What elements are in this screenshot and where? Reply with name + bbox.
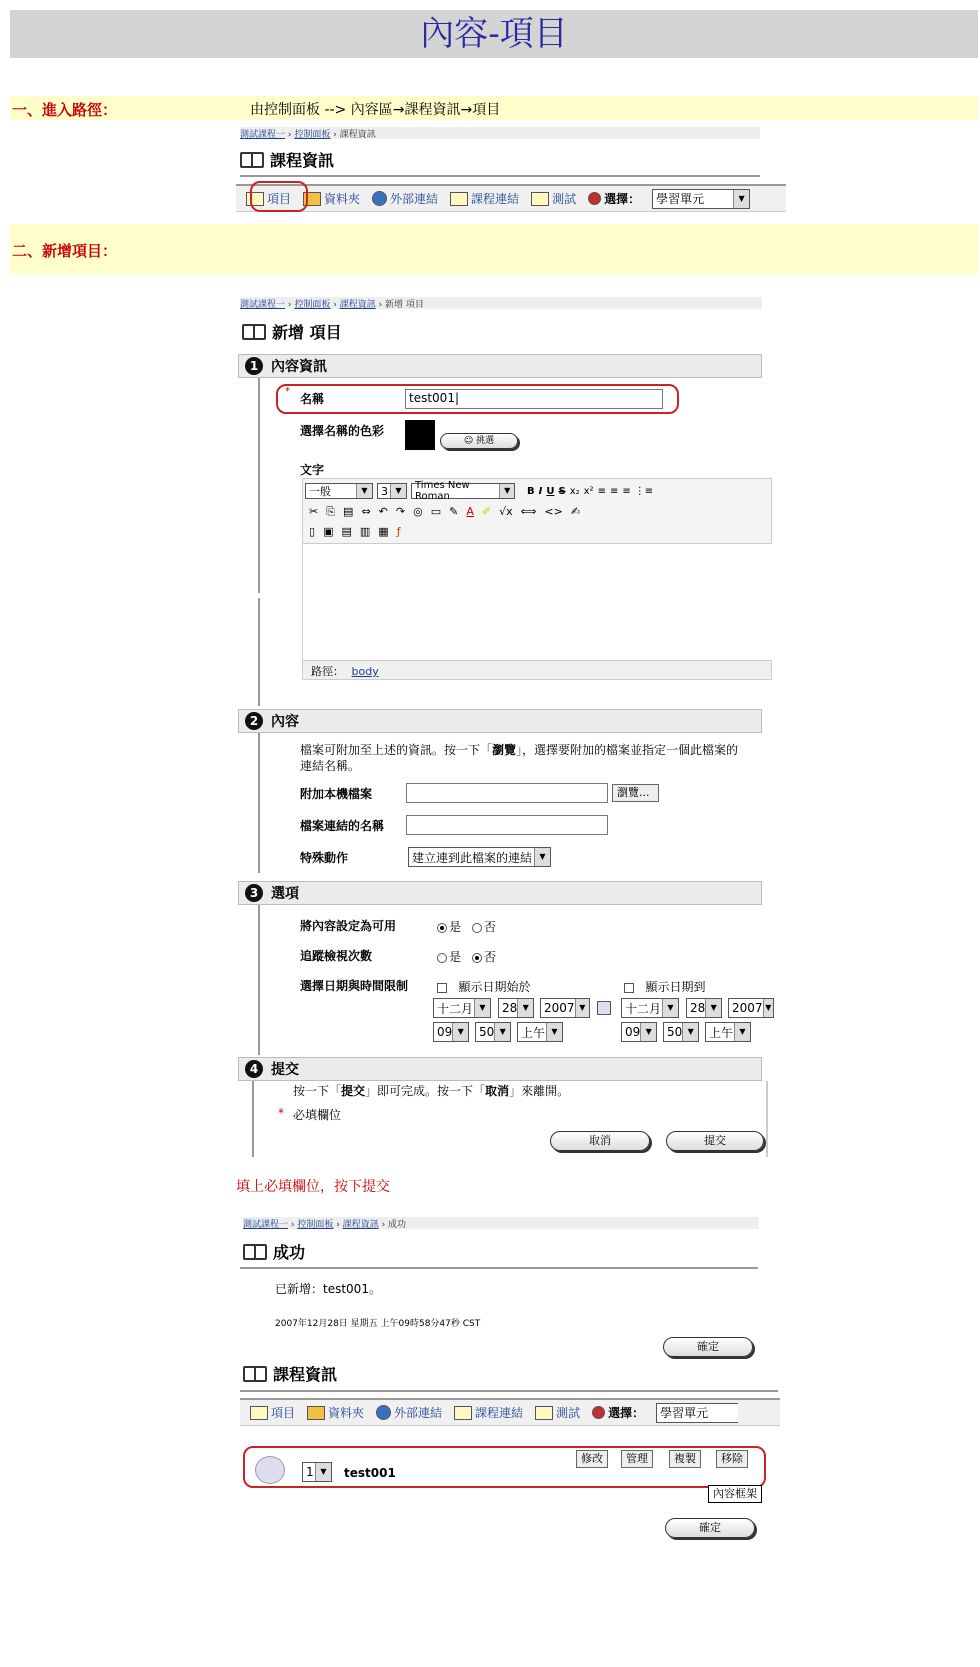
list-icon[interactable]: ⋮≡ [634,485,654,497]
folder-icon [307,1406,325,1420]
link-name-input[interactable] [406,815,608,835]
book-icon [243,1366,267,1382]
select-icon [592,1406,605,1419]
item-icon [250,1406,268,1420]
chevron-down-icon: ▼ [682,1023,698,1041]
editor-row-1 [305,480,654,502]
instruction-note: 填上必填欄位，按下提交 [236,1179,390,1195]
section-title: 提交 [271,1062,299,1078]
date-label: 選擇日期與時間限制 [300,979,409,993]
toolbar-item-folder[interactable] [303,190,360,207]
content-frame-tag: 內容框架 [708,1485,762,1503]
chevron-down-icon: ▼ [499,484,514,498]
select-value: 28 [502,1001,518,1015]
select-value: 50 [667,1025,683,1039]
highlight-icon[interactable]: ✐ [481,505,492,518]
toolbar-item-course-link[interactable] [450,190,519,207]
section-line [252,1081,254,1157]
available-yes[interactable] [437,918,461,935]
color-swatch [405,420,435,450]
chevron-down-icon: ▼ [662,999,678,1017]
from-month-select[interactable] [433,998,491,1018]
undo-icon[interactable]: ↶ [378,505,388,518]
editor-toolbar [302,478,772,544]
order-select[interactable] [302,1462,332,1482]
toolbar-item-course-link[interactable] [454,1404,523,1421]
attach-file-input[interactable] [406,783,608,803]
section-line [258,598,260,706]
unit-select[interactable] [656,1403,738,1423]
action-label: 特殊動作 [300,851,349,865]
step2-label: 二、新增項目： [12,242,118,260]
desc-text: 」，選擇要附加的檔案並指定一個此檔案的 [516,743,739,757]
from-minute-select[interactable] [475,1022,511,1042]
spell-icon[interactable]: ◎ [413,505,423,518]
select-value: 十二月 [625,1001,662,1016]
from-hour-select[interactable] [433,1022,469,1042]
section2-description [300,742,760,774]
select-value: 一般 [309,485,331,498]
select-icon [588,192,601,205]
select-value: 09 [437,1025,453,1039]
step-number: 3 [245,884,263,902]
step-number: 1 [245,357,263,375]
desc-text: 按一下「 [293,1084,342,1098]
breadcrumb: 測試課程一 › 控制面板 › 課程資訊 › 成功 [243,1217,759,1229]
breadcrumb-link[interactable]: 控制面板 [294,300,331,310]
submit-button[interactable]: 提交 [666,1131,764,1151]
breadcrumb-current: 成功 [388,1220,407,1230]
divider [240,1267,758,1269]
section-header-2 [238,709,762,733]
track-label: 追蹤檢視次數 [300,949,373,963]
equation-icon[interactable]: √x [499,505,513,518]
italic-icon[interactable]: I [538,485,543,497]
globe-icon [376,1405,391,1420]
select-value: 2007 [732,1001,763,1015]
radio[interactable] [437,953,447,963]
copy-icon[interactable]: ⎘ [326,505,336,518]
section-heading [243,1240,305,1263]
page-title-bar [10,10,978,58]
select-value: 3 [381,484,388,498]
section-title: 選項 [271,886,299,902]
checkbox[interactable] [437,983,447,993]
pick-color-button[interactable]: ☺ 挑選 [440,433,518,449]
section-line [258,378,260,593]
select-value: 十二月 [437,1001,474,1016]
breadcrumb-link[interactable]: 測試課程一 [240,130,286,140]
action-select[interactable] [408,847,551,867]
chevron-down-icon: ▼ [575,999,589,1017]
select-value: 2007 [544,1001,575,1015]
divider [240,175,760,177]
checkbox-label: 顯示日期到 [645,980,706,994]
breadcrumb-link[interactable]: 測試課程一 [240,300,286,310]
breadcrumb-link[interactable]: 控制面板 [297,1220,334,1230]
name-value: test001 [409,391,455,405]
desc-text: 檔案可附加至上述的資訊。按一下「 [300,743,493,757]
section-header-1 [238,354,762,378]
content-toolbar [240,1398,780,1426]
item-icon [255,1456,285,1484]
ok-button[interactable]: 確定 [663,1337,753,1357]
breadcrumb-current: 課程資訊 [339,130,376,140]
cancel-button[interactable]: 取消 [550,1131,650,1151]
select-label [592,1404,644,1421]
toolbar-label: 項目 [271,1406,296,1420]
heading-text: 課程資訊 [273,1365,338,1384]
timestamp: 2007年12月28日 星期五 上午09時58分47秒 CST [275,1319,481,1329]
chevron-down-icon: ▼ [315,1463,331,1481]
ok-button-2[interactable]: 確定 [665,1518,755,1538]
highlight-box [276,384,679,414]
section4-description [293,1082,569,1099]
section-heading [242,320,342,343]
desc-text: 連結名稱。 [300,759,361,773]
breadcrumb: 測試課程一 › 控制面板 › 課程資訊 › 新增 項目 [240,297,762,309]
to-hour-select[interactable] [621,1022,657,1042]
select-label-text: 選擇： [608,1406,645,1420]
from-year-select[interactable] [540,998,590,1018]
edit-button[interactable]: 修改 [576,1450,608,1468]
checkbox-label: 顯示日期始於 [458,980,531,994]
manage-button[interactable]: 管理 [621,1450,653,1468]
chevron-down-icon: ▼ [494,1023,510,1041]
checkbox[interactable] [624,983,634,993]
edit-icon[interactable]: ✍ [570,505,581,518]
pen-icon[interactable]: ✎ [449,505,459,518]
step1-bar [10,96,978,120]
flash-icon[interactable]: ƒ [396,525,401,538]
superscript-icon[interactable]: x² [583,485,594,497]
link-icon[interactable]: ⟺ [520,505,537,518]
name-label: 名稱 [300,392,325,406]
radio-label: 是 [449,950,462,964]
remove-button[interactable]: 移除 [716,1450,748,1468]
toolbar-label: 課程連結 [471,192,520,206]
course-link-icon [454,1406,472,1420]
show-to-checkbox[interactable] [624,978,705,995]
toolbar-label: 資料夾 [328,1406,365,1420]
section-heading [240,148,334,171]
select-value: 28 [690,1001,706,1015]
select-label-text: 選擇： [604,192,641,206]
breadcrumb-link[interactable]: 測試課程一 [243,1220,289,1230]
available-label: 將內容設定為可用 [300,919,397,933]
calendar-icon[interactable] [597,1001,611,1015]
chevron-down-icon: ▼ [763,999,773,1017]
font-color-icon[interactable]: A [466,505,474,518]
toolbar-label: 測試 [556,1406,581,1420]
chevron-down-icon: ▼ [474,999,490,1017]
select-value: 建立連到此檔案的連結 [412,850,533,865]
to-year-select[interactable] [728,998,774,1018]
breadcrumb-link[interactable]: 控制面板 [294,130,331,140]
align-right-icon[interactable]: ≡ [622,485,631,497]
desc-text: 」即可完成。按一下「 [365,1084,486,1098]
toolbar-item-folder[interactable] [307,1404,364,1421]
toolbar-label: 項目 [267,192,292,206]
select-value: 學習單元 [656,192,705,206]
attach-icon[interactable]: ▯ [309,525,316,538]
desc-bold: 提交 [341,1084,366,1098]
breadcrumb-link[interactable]: 課程資訊 [342,1220,379,1230]
desc-bold: 瀏覽 [492,743,517,757]
font-select[interactable] [411,480,515,502]
track-yes[interactable] [437,948,461,965]
editor-row-2 [309,505,580,519]
link-name-label: 檔案連結的名稱 [300,819,385,833]
toolbar-item-test[interactable] [535,1404,580,1421]
editor-row-3 [309,525,401,538]
select-value: 1 [306,1465,314,1479]
section-title: 內容 [271,714,299,730]
select-value: 上午 [521,1025,546,1040]
chevron-down-icon: ▼ [640,1023,656,1041]
align-center-icon[interactable]: ≡ [609,485,619,497]
radio[interactable] [472,923,482,933]
toolbar-label: 外部連結 [390,192,439,206]
breadcrumb: 測試課程一 › 控制面板 › 課程資訊 [240,127,760,139]
audio-icon[interactable]: ▥ [359,525,371,538]
chevron-down-icon: ▼ [733,190,749,208]
show-from-checkbox[interactable] [437,978,530,995]
book-icon [242,324,266,340]
chevron-down-icon: ▼ [546,1023,562,1041]
select-value: 50 [479,1025,495,1039]
heading-text: 新增 項目 [272,323,342,342]
bold-icon[interactable]: B [527,485,535,497]
chevron-down-icon: ▼ [705,999,721,1017]
text-label: 文字 [300,463,325,477]
button-label: 挑選 [476,436,495,446]
test-icon [531,192,549,206]
toolbar-item-external-link[interactable] [372,190,438,207]
required-mark: * [285,386,290,397]
table-icon[interactable]: ▭ [430,505,442,518]
chevron-down-icon: ▼ [517,999,533,1017]
required-mark: * [278,1106,284,1120]
style-select[interactable] [305,483,373,499]
breadcrumb-current: 新增 項目 [385,300,424,310]
select-value: Times New Roman [415,480,470,502]
paste-icon[interactable]: ▤ [343,505,354,518]
test-icon [535,1406,553,1420]
heading-text: 課程資訊 [270,151,335,170]
select-label [588,190,640,207]
select-value: 上午 [709,1025,734,1040]
toolbar-label: 課程連結 [475,1406,524,1420]
select-value: 09 [625,1025,641,1039]
path-link[interactable]: body [351,665,379,678]
html-icon[interactable]: <> [544,505,563,518]
copy-button[interactable]: 複製 [669,1450,701,1468]
section-header-3 [238,881,762,905]
name-input[interactable]: test001| [405,389,663,409]
chevron-down-icon: ▼ [452,1023,468,1041]
cut-icon[interactable]: ✂ [309,505,319,518]
size-select[interactable] [377,483,407,499]
editor-area[interactable] [302,544,772,660]
toolbar-item-external-link[interactable] [376,1404,442,1421]
desc-text: 」來離開。 [509,1084,570,1098]
from-day-select[interactable] [498,998,534,1018]
toolbar-item-item[interactable] [250,1404,295,1421]
section-line [258,905,260,1055]
divider [240,1390,778,1392]
color-label: 選擇名稱的色彩 [300,424,385,438]
browse-button[interactable]: 瀏覽... [612,784,659,802]
from-ampm-select[interactable] [517,1022,563,1042]
chevron-down-icon: ▼ [734,1023,750,1041]
to-day-select[interactable] [686,998,722,1018]
find-icon[interactable]: ⇔ [361,505,371,518]
editor-path-bar [302,660,772,680]
underline-icon[interactable]: U [546,485,555,497]
section-title: 內容資訊 [271,359,327,375]
to-minute-select[interactable] [663,1022,699,1042]
section-header-4 [238,1057,762,1081]
radio-label: 是 [449,920,462,934]
step2-bar [10,224,978,274]
radio-selected[interactable] [437,923,447,933]
toolbar-label: 外部連結 [394,1406,443,1420]
to-ampm-select[interactable] [705,1022,751,1042]
strikethrough-icon[interactable]: S [558,485,566,497]
desc-bold: 取消 [485,1084,510,1098]
success-message: 已新增：test001。 [275,1282,381,1296]
toolbar-item-test[interactable] [531,190,576,207]
radio-label: 否 [484,920,497,934]
globe-icon [372,191,387,206]
select-value: 學習單元 [660,1406,709,1420]
step1-path: 由控制面板 --> 內容區→課程資訊→項目 [250,102,501,118]
toolbar-label: 測試 [552,192,577,206]
image-icon[interactable]: ▣ [323,525,334,538]
book-icon [243,1244,267,1260]
required-note: 必填欄位 [293,1108,342,1122]
radio-label: 否 [484,950,497,964]
section-line [258,733,260,873]
toolbar-label: 資料夾 [324,192,361,206]
course-link-icon [450,192,468,206]
subscript-icon[interactable]: x₂ [569,485,580,497]
page-title: 內容-項目 [420,14,568,54]
content-toolbar [236,184,786,212]
item-name[interactable]: test001 [344,1466,396,1480]
book-icon [240,152,264,168]
attach-label: 附加本機檔案 [300,787,373,801]
chevron-down-icon: ▼ [390,484,406,498]
section-heading [243,1362,337,1385]
track-no[interactable] [472,948,496,965]
redo-icon[interactable]: ↷ [395,505,406,518]
unit-select[interactable] [652,189,750,209]
radio-selected[interactable] [472,953,482,963]
highlight-box [250,181,308,212]
media-icon[interactable]: ▤ [341,525,352,538]
path-label: 路徑： [311,665,344,678]
breadcrumb-link[interactable]: 課程資訊 [339,300,376,310]
document-icon[interactable]: ▦ [378,525,389,538]
to-month-select[interactable] [621,998,679,1018]
heading-text: 成功 [273,1243,306,1262]
step-number: 2 [245,712,263,730]
available-no[interactable] [472,918,496,935]
chevron-down-icon: ▼ [534,848,550,866]
step-number: 4 [245,1060,263,1078]
chevron-down-icon: ▼ [356,484,372,498]
section-line [766,1081,768,1157]
step1-label: 一、進入路徑： [12,101,118,119]
align-left-icon[interactable]: ≡ [597,485,606,497]
